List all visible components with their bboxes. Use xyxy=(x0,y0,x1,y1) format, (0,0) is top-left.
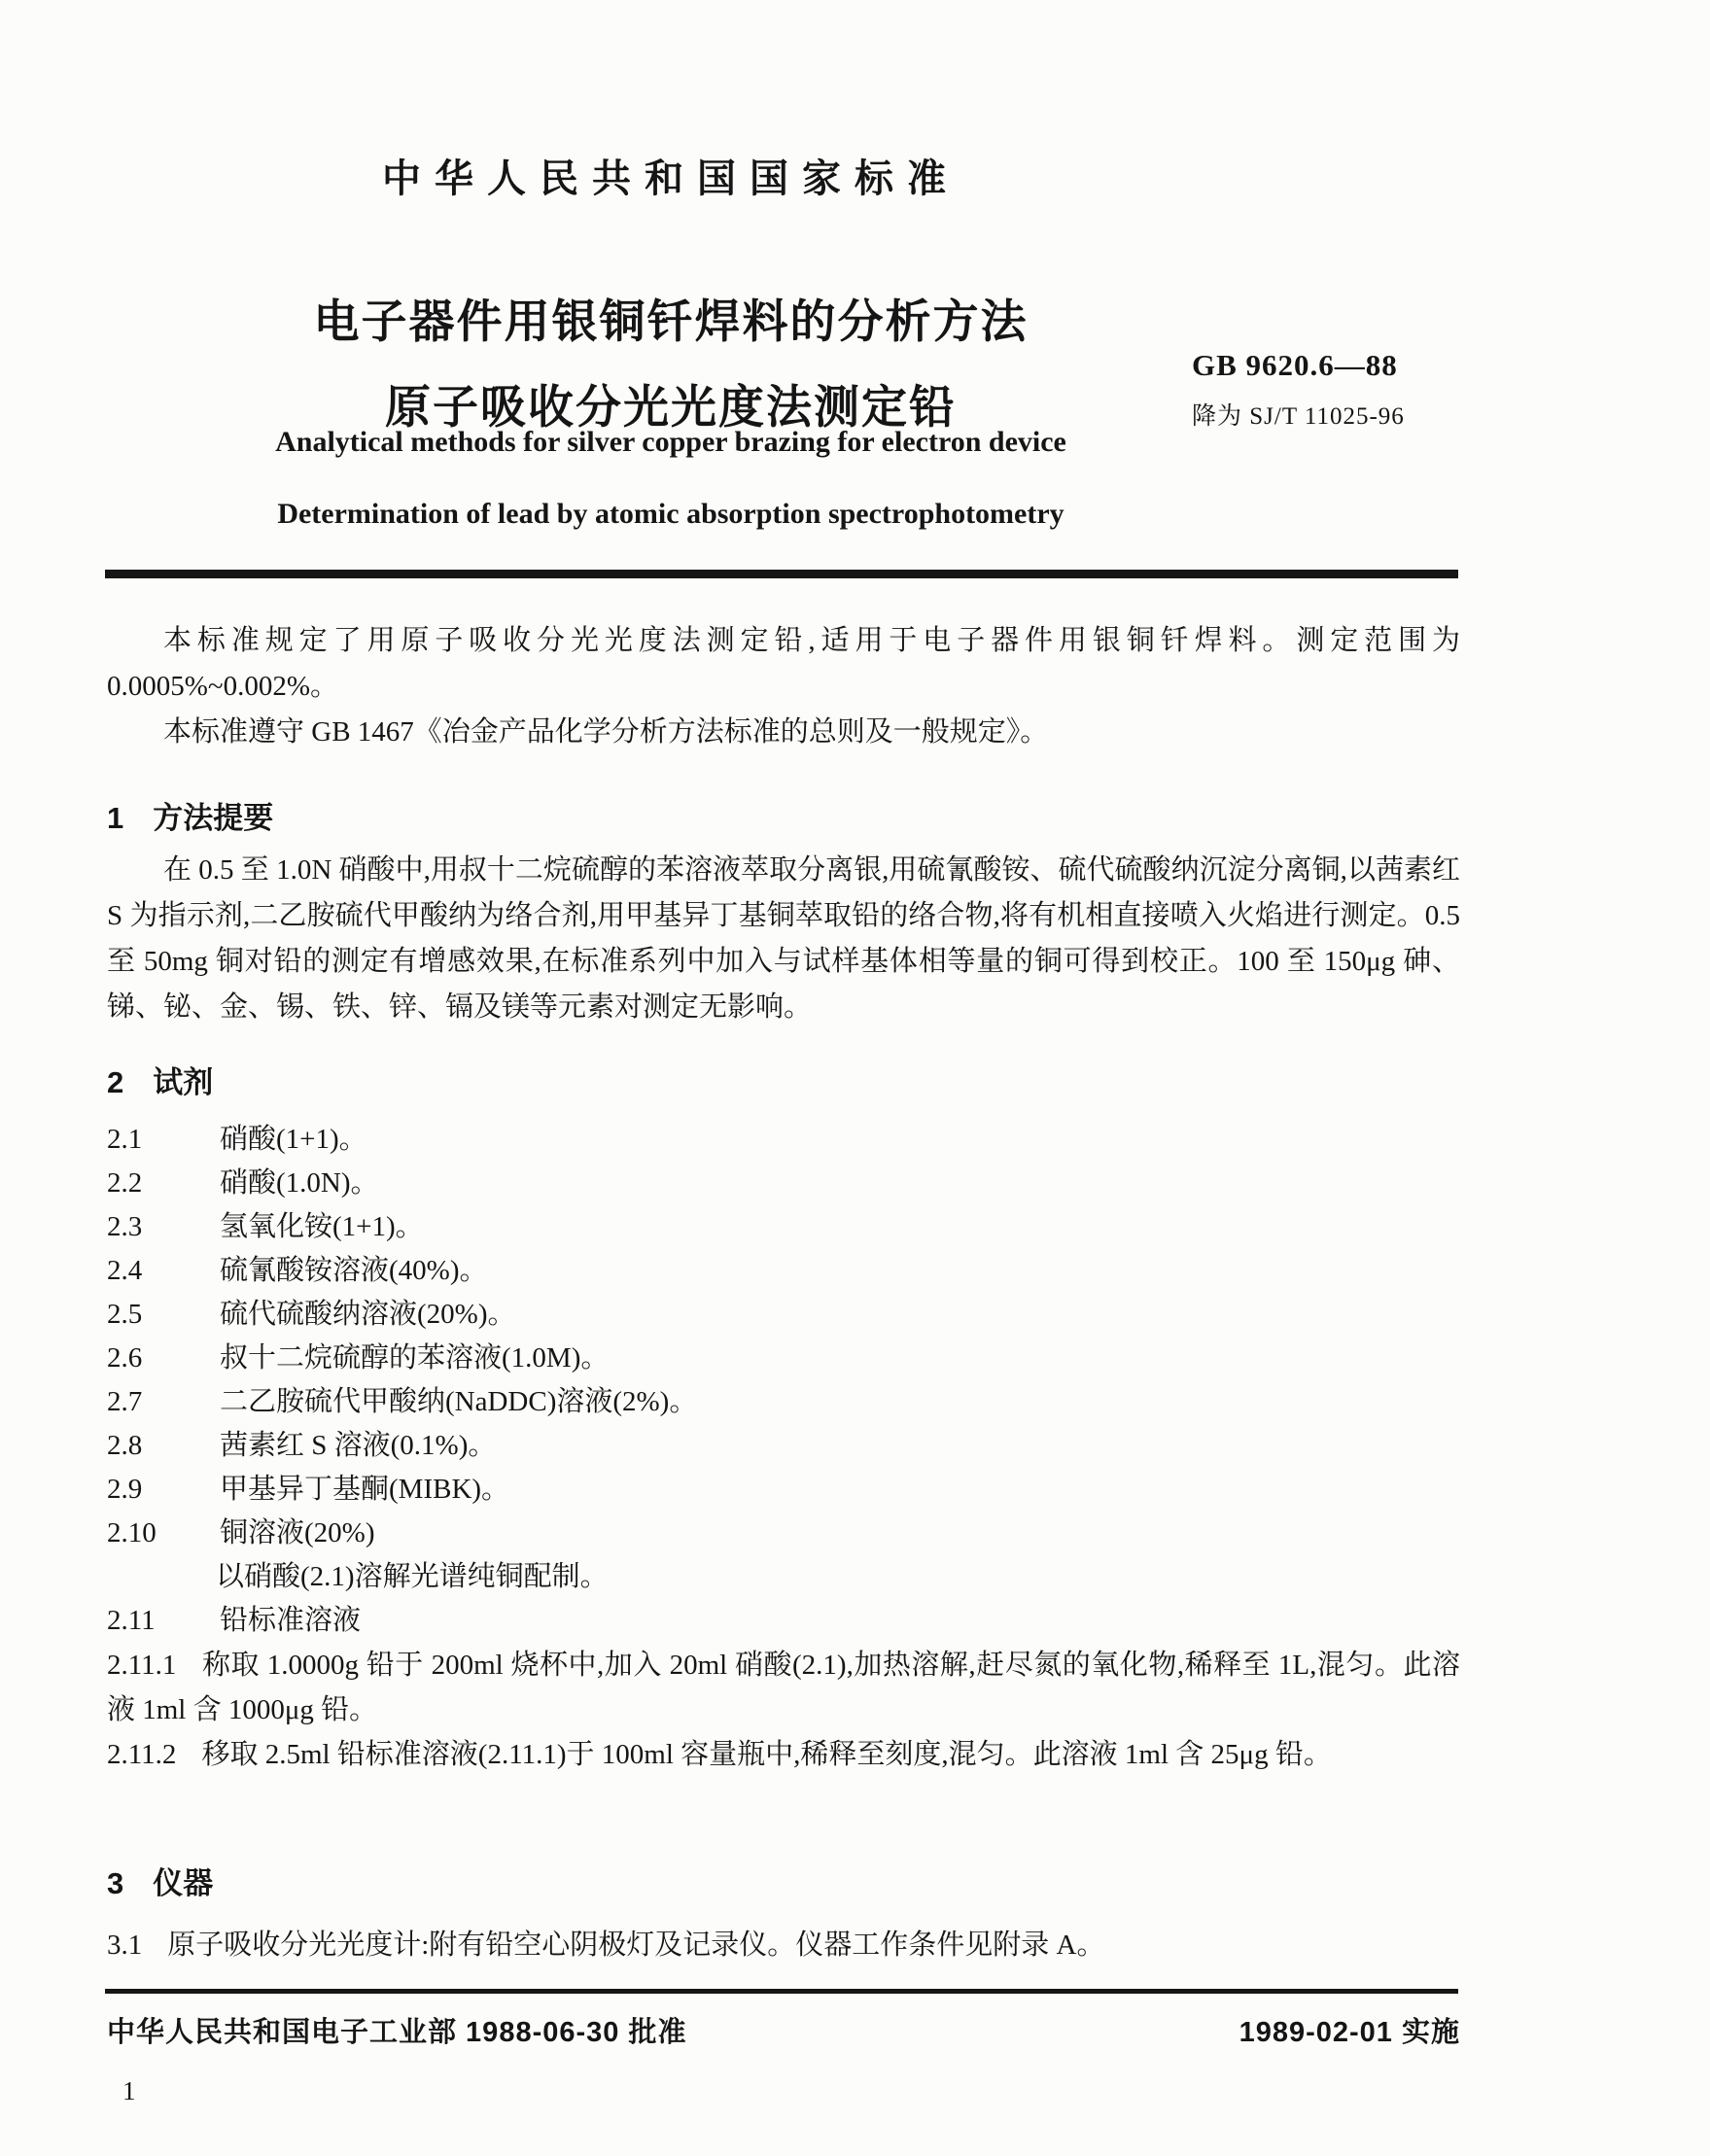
section-1-heading xyxy=(107,793,273,837)
reagent-2-10-preparation-note: 以硝酸(2.1)溶解光谱纯铜配制。 xyxy=(216,1561,609,1592)
reagent-number: 2.11.2 xyxy=(107,1739,177,1770)
standard-number: GB 9620.6—88 xyxy=(1192,348,1398,382)
reagent-number: 2.3 xyxy=(107,1211,143,1242)
reagent-number: 2.8 xyxy=(107,1430,143,1461)
document-title-cn-line1: 电子器件用银铜钎焊料的分析方法 xyxy=(313,296,1029,347)
section-3-title: 仪器 xyxy=(153,1866,214,1900)
reagent-text: 氢氧化铵(1+1)。 xyxy=(220,1211,424,1242)
reagent-item-2-6 xyxy=(107,1337,1460,1380)
reagent-text: 甲基异丁基酮(MIBK)。 xyxy=(220,1474,510,1505)
reagent-item-2-5 xyxy=(107,1293,1460,1337)
reagent-text: 茜素红 S 溶液(0.1%)。 xyxy=(220,1430,497,1461)
section-1-title: 方法提要 xyxy=(153,801,274,835)
reagent-number: 2.1 xyxy=(107,1124,143,1155)
document-title-cn-line2: 原子吸收分光光度法测定铅 xyxy=(385,381,957,433)
reagent-list xyxy=(107,1118,1460,1777)
reagent-text: 硫氰酸铵溶液(40%)。 xyxy=(220,1255,488,1286)
standard-number-block xyxy=(1192,348,1405,432)
reagent-item-2-4 xyxy=(107,1249,1460,1293)
reagent-item-2-2 xyxy=(107,1162,1460,1205)
reagent-item-2-9 xyxy=(107,1468,1460,1512)
reagent-item-2-1 xyxy=(107,1118,1460,1162)
footer-divider-rule xyxy=(105,1989,1458,1994)
intro-paragraph-compliance: 本标准遵守 GB 1467《冶金产品化学分析方法标准的总则及一般规定》。 xyxy=(163,716,1049,748)
reagent-number: 2.6 xyxy=(107,1342,143,1374)
method-summary-paragraph: 在 0.5 至 1.0N 硝酸中,用叔十二烷硫醇的苯溶液萃取分离银,用硫氰酸铵、硫代硫酸纳沉淀分离铜,以茜素红 S 为指示剂,二乙胺硫代甲酸纳为络合剂,用甲基异丁基铜萃取铅的络合物,将有机相直接喷入火焰进行测定。0.5 至 50mg 铜对铅的测定有增感效果,在标准系列中加入与试样基体相等量的铜可得到校正。100 至 150μg 砷、锑、铋、金、锡、铁、锌、镉及镁等元素对测定无影响。 xyxy=(107,854,1460,1023)
reagent-item-2-8 xyxy=(107,1424,1460,1468)
standard-downgrade-note: 降为 SJ/T 11025-96 xyxy=(1192,403,1405,430)
intro-paragraph-scope: 本标准规定了用原子吸收分光光度法测定铅,适用于电子器件用银铜钎焊料。测定范围为 0.0005%~0.002%。 xyxy=(107,625,1460,702)
reagent-number: 2.4 xyxy=(107,1255,143,1286)
section-2-title: 试剂 xyxy=(153,1065,214,1099)
section-1-number: 1 xyxy=(107,801,124,835)
header-divider-rule xyxy=(105,570,1458,578)
reagent-item-2-11-1 xyxy=(107,1643,1460,1732)
reagent-text: 叔十二烷硫醇的苯溶液(1.0M)。 xyxy=(220,1342,610,1374)
reagent-number: 2.11.1 xyxy=(107,1650,177,1681)
reagent-text: 硝酸(1.0N)。 xyxy=(220,1167,379,1199)
intro-block xyxy=(107,618,1460,755)
reagent-number: 2.5 xyxy=(107,1299,143,1330)
apparatus-item-number: 3.1 xyxy=(107,1930,143,1961)
reagent-item-2-7 xyxy=(107,1380,1460,1424)
section-1-body xyxy=(107,848,1460,1030)
footer xyxy=(107,2010,1460,2050)
apparatus-item-3-1 xyxy=(107,1923,1460,1967)
reagent-item-2-3 xyxy=(107,1205,1460,1249)
national-standard-header: 中华人民共和国国家标准 xyxy=(382,157,960,200)
reagent-text: 铜溶液(20%) xyxy=(220,1517,375,1548)
footer-implementation-text: 1989-02-01 实施 xyxy=(1239,2017,1460,2048)
document-title-en-line2: Determination of lead by atomic absorption spectrophotometry xyxy=(277,498,1064,530)
reagent-text: 铅标准溶液 xyxy=(220,1605,362,1636)
reagent-item-2-10 xyxy=(107,1512,1460,1555)
section-2-number: 2 xyxy=(107,1065,124,1099)
reagent-number: 2.10 xyxy=(107,1517,157,1548)
reagent-number: 2.7 xyxy=(107,1386,143,1417)
reagent-text: 称取 1.0000g 铅于 200ml 烧杯中,加入 20ml 硝酸(2.1),加热溶解,赶尽氮的氧化物,稀释至 1L,混匀。此溶液 1ml 含 1000μg 铅。 xyxy=(107,1650,1460,1725)
section-2-heading xyxy=(107,1058,213,1101)
document-title-en-line1: Analytical methods for silver copper brazing for electron device xyxy=(275,426,1066,458)
reagent-text: 移取 2.5ml 铅标准溶液(2.11.1)于 100ml 容量瓶中,稀释至刻度,混匀。此溶液 1ml 含 25μg 铅。 xyxy=(201,1739,1332,1770)
reagent-item-2-11-2 xyxy=(107,1732,1460,1777)
apparatus-item-text: 原子吸收分光光度计:附有铅空心阴极灯及记录仪。仪器工作条件见附录 A。 xyxy=(167,1930,1105,1961)
reagent-number: 2.11 xyxy=(107,1605,156,1636)
reagent-number: 2.9 xyxy=(107,1474,143,1505)
section-3-number: 3 xyxy=(107,1866,124,1900)
footer-approval-text: 中华人民共和国电子工业部 1988-06-30 批准 xyxy=(107,2017,687,2048)
reagent-text: 硫代硫酸纳溶液(20%)。 xyxy=(220,1299,516,1330)
reagent-item-2-11 xyxy=(107,1599,1460,1643)
reagent-number: 2.2 xyxy=(107,1167,143,1199)
section-3-heading xyxy=(107,1859,213,1902)
reagent-text: 硝酸(1+1)。 xyxy=(220,1124,367,1155)
page-number: 1 xyxy=(122,2076,136,2105)
reagent-text: 二乙胺硫代甲酸纳(NaDDC)溶液(2%)。 xyxy=(220,1386,698,1417)
